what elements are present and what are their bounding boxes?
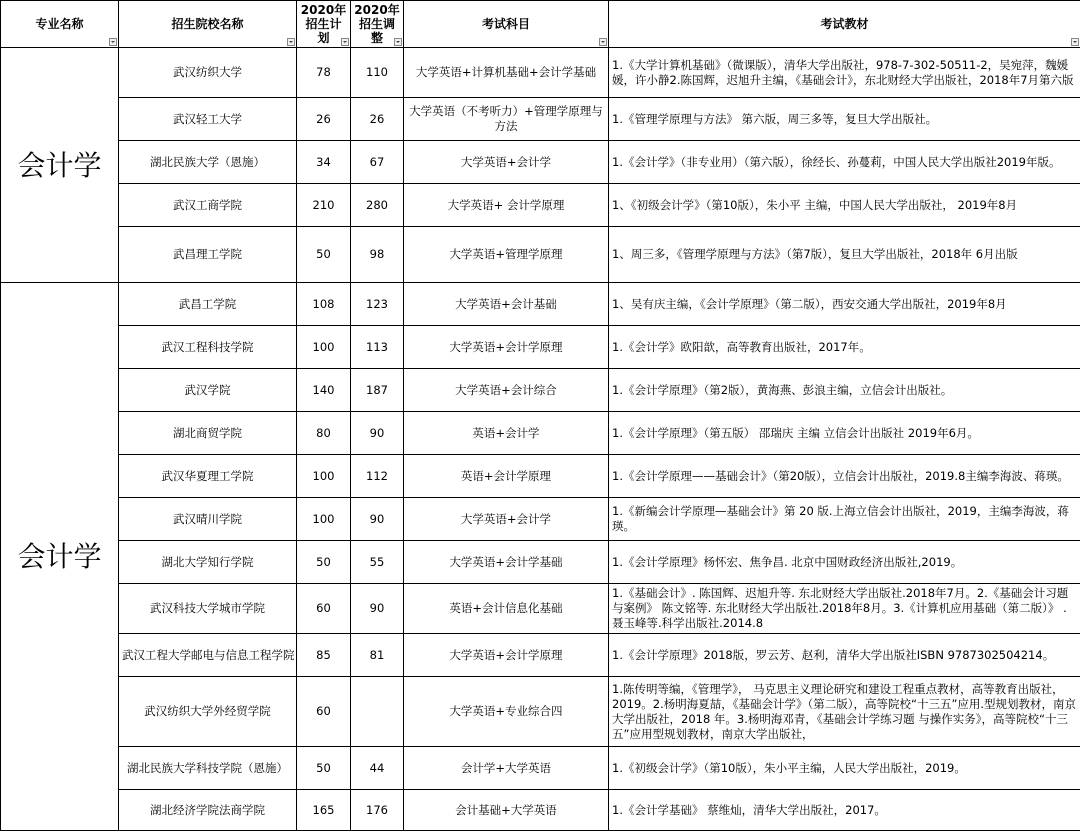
filter-dropdown-icon[interactable] (287, 38, 295, 46)
plan-count-cell: 100 (297, 455, 351, 498)
adjusted-count-cell: 81 (351, 634, 404, 677)
adjusted-count-cell: 176 (351, 790, 404, 831)
exam-subjects-cell: 大学英语+会计学原理 (404, 326, 609, 369)
plan-count-cell: 50 (297, 227, 351, 283)
plan-count-cell: 50 (297, 747, 351, 790)
textbook-cell: 1.《基础会计》. 陈国辉、迟旭升等. 东北财经大学出版社.2018年7月。2.《基础会计习题与案例》 陈文铭等. 东北财经大学出版社.2018年8月。3.《计算机应用基础（第二版）》 .聂玉峰等.科学出版社.2014.8 (609, 584, 1080, 634)
filter-dropdown-icon[interactable] (394, 38, 402, 46)
header-school: 招生院校名称 (119, 1, 297, 48)
textbook-cell: 1.《会计学基础》 蔡维灿，清华大学出版社，2017。 (609, 790, 1080, 831)
table-row (1, 790, 1080, 831)
adjusted-count-cell: 112 (351, 455, 404, 498)
school-name-cell: 湖北民族大学（恩施） (119, 141, 297, 184)
plan-count-cell: 210 (297, 184, 351, 227)
plan-count-cell: 34 (297, 141, 351, 184)
table-row (1, 141, 1080, 184)
table-row (1, 412, 1080, 455)
table-row (1, 48, 1080, 98)
plan-count-cell: 60 (297, 677, 351, 747)
plan-count-cell: 100 (297, 498, 351, 541)
table-row (1, 227, 1080, 283)
exam-subjects-cell: 大学英语+会计综合 (404, 369, 609, 412)
table-row (1, 584, 1080, 634)
textbook-cell: 1、吴有庆主编，《会计学原理》（第二版），西安交通大学出版社，2019年8月 (609, 283, 1080, 326)
table-row (1, 283, 1080, 326)
header-major: 专业名称 (1, 1, 119, 48)
exam-subjects-cell: 会计学+大学英语 (404, 747, 609, 790)
adjusted-count-cell: 26 (351, 98, 404, 141)
table-row (1, 98, 1080, 141)
adjusted-count-cell: 98 (351, 227, 404, 283)
plan-count-cell: 78 (297, 48, 351, 98)
table-row (1, 184, 1080, 227)
major-name-cell: 会计学 (1, 283, 119, 831)
exam-subjects-cell: 大学英语+管理学原理 (404, 227, 609, 283)
adjusted-count-cell: 44 (351, 747, 404, 790)
school-name-cell: 武汉工商学院 (119, 184, 297, 227)
exam-subjects-cell: 大学英语+ 会计学原理 (404, 184, 609, 227)
table-row (1, 747, 1080, 790)
adjusted-count-cell: 90 (351, 584, 404, 634)
school-name-cell: 武汉纺织大学 (119, 48, 297, 98)
table-body (1, 48, 1080, 831)
school-name-cell: 武汉纺织大学外经贸学院 (119, 677, 297, 747)
exam-subjects-cell: 大学英语（不考听力）+管理学原理与方法 (404, 98, 609, 141)
adjusted-count-cell: 187 (351, 369, 404, 412)
school-name-cell: 武汉华夏理工学院 (119, 455, 297, 498)
exam-subjects-cell: 大学英语+会计学 (404, 498, 609, 541)
textbook-cell: 1.《管理学原理与方法》 第六版，周三多等，复旦大学出版社。 (609, 98, 1080, 141)
adjusted-count-cell: 123 (351, 283, 404, 326)
adjusted-count-cell (351, 677, 404, 747)
adjusted-count-cell: 280 (351, 184, 404, 227)
school-name-cell: 武汉工程科技学院 (119, 326, 297, 369)
school-name-cell: 武昌理工学院 (119, 227, 297, 283)
table-row (1, 455, 1080, 498)
plan-count-cell: 108 (297, 283, 351, 326)
table-row (1, 369, 1080, 412)
exam-subjects-cell: 大学英语+会计学 (404, 141, 609, 184)
adjusted-count-cell: 90 (351, 412, 404, 455)
table-row (1, 326, 1080, 369)
school-name-cell: 湖北民族大学科技学院（恩施） (119, 747, 297, 790)
major-name-cell: 会计学 (1, 48, 119, 283)
school-name-cell: 武汉晴川学院 (119, 498, 297, 541)
exam-subjects-cell: 大学英语+会计基础 (404, 283, 609, 326)
header-adjust: 2020年招生调整 (351, 1, 404, 48)
textbook-cell: 1.《会计学原理》2018版，罗云芳、赵利，清华大学出版社ISBN 9787302504214。 (609, 634, 1080, 677)
table-row (1, 541, 1080, 584)
filter-dropdown-icon[interactable] (599, 38, 607, 46)
school-name-cell: 武汉轻工大学 (119, 98, 297, 141)
textbook-cell: 1.《会计学原理》（第五版） 邵瑞庆 主编 立信会计出版社 2019年6月。 (609, 412, 1080, 455)
textbook-cell: 1.《新编会计学原理—基础会计》第 20 版.上海立信会计出版社，2019，主编李海波，蒋瑛。 (609, 498, 1080, 541)
textbook-cell: 1.陈传明等编，《管理学》， 马克思主义理论研究和建设工程重点教材，高等教育出版社，2019。2.杨明海夏喆，《基础会计学》（第二版），高等院校“十三五”应用.型规划教材，南京大学出版社，2018 年。3.杨明海邓青，《基础会计学练习题 与操作实务》，高等院校“十三五”应用型规划教材，南京大学出版社， (609, 677, 1080, 747)
exam-subjects-cell: 会计基础+大学英语 (404, 790, 609, 831)
textbook-cell: 1.《会计学原理》（第2版），黄海燕、彭浪主编，立信会计出版社。 (609, 369, 1080, 412)
header-textbooks: 考试教材 (609, 1, 1080, 48)
textbook-cell: 1.《会计学》（非专业用）（第六版），徐经长、孙蔓莉，中国人民大学出版社2019年版。 (609, 141, 1080, 184)
school-name-cell: 湖北商贸学院 (119, 412, 297, 455)
filter-dropdown-icon[interactable] (109, 38, 117, 46)
plan-count-cell: 60 (297, 584, 351, 634)
textbook-cell: 1、周三多，《管理学原理与方法》（第7版），复旦大学出版社，2018年 6月出版 (609, 227, 1080, 283)
header-subjects: 考试科目 (404, 1, 609, 48)
adjusted-count-cell: 90 (351, 498, 404, 541)
school-name-cell: 武汉学院 (119, 369, 297, 412)
table-row (1, 677, 1080, 747)
plan-count-cell: 26 (297, 98, 351, 141)
table-row (1, 498, 1080, 541)
plan-count-cell: 80 (297, 412, 351, 455)
textbook-cell: 1.《初级会计学》（第10版），朱小平主编，人民大学出版社，2019。 (609, 747, 1080, 790)
school-name-cell: 湖北大学知行学院 (119, 541, 297, 584)
exam-subjects-cell: 大学英语+会计学基础 (404, 541, 609, 584)
textbook-cell: 1、《初级会计学》（第10版），朱小平 主编，中国人民大学出版社， 2019年8月 (609, 184, 1080, 227)
plan-count-cell: 165 (297, 790, 351, 831)
school-name-cell: 武汉工程大学邮电与信息工程学院 (119, 634, 297, 677)
header-row (1, 1, 1080, 48)
adjusted-count-cell: 67 (351, 141, 404, 184)
plan-count-cell: 140 (297, 369, 351, 412)
school-name-cell: 武汉科技大学城市学院 (119, 584, 297, 634)
exam-subjects-cell: 英语+会计信息化基础 (404, 584, 609, 634)
textbook-cell: 1.《大学计算机基础》（微课版），清华大学出版社，978-7-302-50511-2，吴宛萍，魏媛媛，许小静2.陈国辉，迟旭升主编，《基础会计》，东北财经大学出版社，2018年7月第六版 (609, 48, 1080, 98)
exam-subjects-cell: 英语+会计学 (404, 412, 609, 455)
plan-count-cell: 100 (297, 326, 351, 369)
filter-dropdown-icon[interactable] (1071, 38, 1079, 46)
textbook-cell: 1.《会计学原理》杨怀宏、焦争昌. 北京中国财政经济出版社,2019。 (609, 541, 1080, 584)
exam-subjects-cell: 大学英语+计算机基础+会计学基础 (404, 48, 609, 98)
school-name-cell: 武昌工学院 (119, 283, 297, 326)
filter-dropdown-icon[interactable] (341, 38, 349, 46)
exam-subjects-cell: 英语+会计学原理 (404, 455, 609, 498)
exam-subjects-cell: 大学英语+专业综合四 (404, 677, 609, 747)
plan-count-cell: 50 (297, 541, 351, 584)
table-row (1, 634, 1080, 677)
plan-count-cell: 85 (297, 634, 351, 677)
header-plan: 2020年招生计划 (297, 1, 351, 48)
exam-subjects-cell: 大学英语+会计学原理 (404, 634, 609, 677)
textbook-cell: 1.《会计学原理——基础会计》（第20版），立信会计出版社，2019.8主编李海波、蒋瑛。 (609, 455, 1080, 498)
school-name-cell: 湖北经济学院法商学院 (119, 790, 297, 831)
adjusted-count-cell: 113 (351, 326, 404, 369)
adjusted-count-cell: 110 (351, 48, 404, 98)
textbook-cell: 1.《会计学》欧阳歆，高等教育出版社，2017年。 (609, 326, 1080, 369)
adjusted-count-cell: 55 (351, 541, 404, 584)
